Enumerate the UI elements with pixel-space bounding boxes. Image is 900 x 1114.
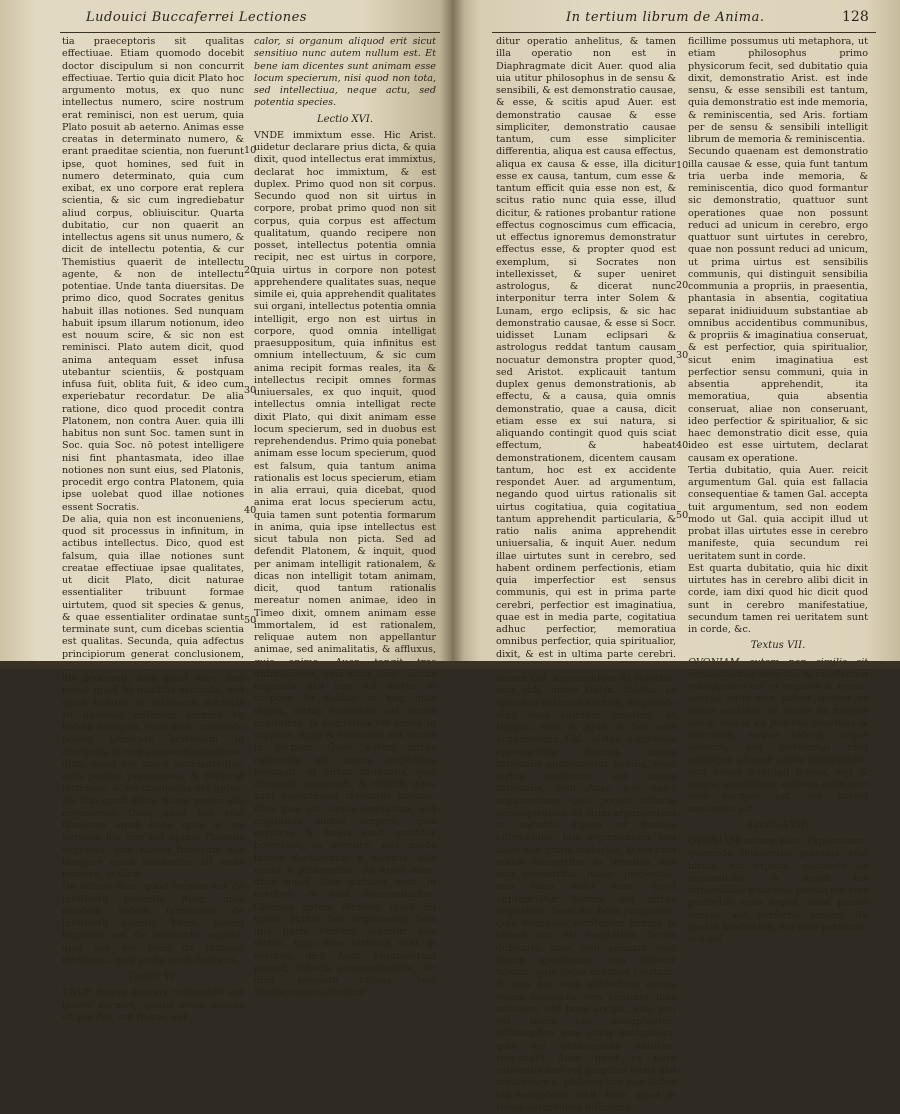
right-line-number: 20 (676, 280, 689, 291)
right-column-1 (496, 36, 676, 1113)
paragraph: De alia, quia non est inconueniens, quod sit processus in infinitum, in actibus intellectus. Dico, quod est falsum, quia illae notiones sunt creatae effectiuae ipsae qualitates, ut dicit Plato, dicit naturae essentialiter tribuunt formae uirtutem, quod sit species & genus, & quae essentialiter ordinatae sunt terminate sunt, cum dicebas scientia est qualitas. Secunda, quia adfectus principiorum generat conclusionem, illo processu, dico quod Auer. non negat quod fit qualitas secunda, sed quod habitus in intellectu doctoris sit qualitas, differens numero ab habitu discipuli, cum dicit, quomodo posset generare scientiam in discipulo, si non conuenit effectiuae, dico, quod est quasi accidentaliter, quia profert praemissas, & declarat terminos, & sic discipulus est aptus. De alio quod Plato fuerit motus illo argumento. Dico, quod hoc erat famosum apud Auer. quia in rei ueritate illa non est opinio Platonis expressa, erat tamen famosum suo tempore quod intellectus sit unus numero, ut dicit. (62, 513, 244, 880)
paragraph: impassibilitas sensitiui & intellectiui manifestum est ex organis & sensu, sensus enim non potest sentire ex ualde sensibili, ut sonus ex magnis sonis, neque ex fortibus odoribus & coloribus, neque uidere, neque odorare, sed intellectus cum intelligat aliquid ualde intelligibile, non minus intelligit infima, sed & magis, sensitiuum quidem enim non sine corpore est, hic autem separatus est. (688, 668, 868, 815)
paragraph: ficillime possumus uti metaphora, ut etiam philosophus primo physicorum fecit, sed dubitatio quia dixit, demonstratio Arist. est inde sensu, & esse sensibili est tantum, quia demonstratio est inde memoria, & reminiscentia, sed Aris. fortiam per de sensu & sensibili intelligit librum de memoria & reminiscentia. (688, 36, 868, 145)
section-heading: Textus VI. (127, 971, 179, 982)
paragraph: calor, si organum aliquod erit sicut sensitiuo nunc autem nullum est. Et bene iam dicentes sunt animam esse locum specierum, nisi quod non tota, sed intellectiua, neque actu, sed potentia species. (254, 36, 436, 109)
right-line-number: 10 (676, 160, 689, 171)
left-line-number: 30 (244, 385, 257, 396)
left-column-1 (62, 36, 244, 1023)
paragraph: De ultimo dico, quod locutus est de intellectu potentia Auer. quia nondum habuit fermonem de intellectu agente. Them. autem loquutus est de intellectu agente, quia per est ratio de utroque intellectu, quia ambo sunt abstracti. (62, 881, 244, 966)
right-line-number: 30 (676, 350, 689, 361)
paragraph: QVONIAM autem non. Exposuimus, quomodo intellectus potentia erat uirtus, hic exponit, quomodo sit impassibilis, & inquit est impassibilis quia eius passio est eius perfectio, quia inquit, sicut passio sensus, est perfectio sensus, ita passio intellectus, est eius perfectio, sed est (688, 836, 868, 945)
page-number: 128 (842, 9, 869, 25)
right-column-2 (688, 36, 868, 945)
paragraph: VNDE immixtum esse. Hic Arist. uidetur declarare prius dicta, & quia dixit, quod intellectus erat immixtus, declarat hoc immixtum, & est duplex. Primo quod non sit corpus. Secundo quod non sit uirtus in corpore, probat primo quod non sit corpus, quia corpus est affectum qualitatum, quando recipere non posset, intellectus potentia omnia recipit, nec est uirtus in corpore, quia uirtus in corpore non potest apprehendere qualitates suas, neque simile ei, quia apprehendit qualitates sui organi, intellectus potentia omnia intelligit, ergo non est uirtus in corpore, quod omnia intelligat praesuppositum, quia infinitus est omnium intellectuum, & sic cum anima recipit formas reales, ita & intellectus recipit omnes formas uniuersales, ex quo inquit, quod intellectus omnia intelligat recte dixit Plato, qui dixit animam esse locum specierum, sed in duobus est reprehendendus. Primo quia ponebat animam esse locum specierum, quod est falsum, quia tantum anima rationalis est locus specierum, etiam in alia erraui, quia dicebat, quod anima erat locus specierum actu, quia tamen sunt potentia formarum in anima, quia ipse intellectus est sicut tabula non picta. Sed ad defendit Platonem, & inquit, quod per animam intelligit rationalem, & dicas non intelligit totam animam, dicit, quod tantum rationalis mereatur nomen animae, ideo in Timeo dixit, omnem animam esse immortalem, id est rationalem, reliquae autem non appellantur animae, sed animalitatis, & affluxus, dubitationes, quia dixit Arist. uirtus organica nisi non est uirtus in corpore. Et dubitat in hoc, quia inquit, uirtus rationalis est uirtus cogitatiua, & cogitatiua est uirtus in corpore, ergo & rationalis est uirtus in corpore. Quod autem uirtus rationalis sit uirtus cogitatiua relinquit, ut uirtus rationalis, ipsa discurrit, componit, & diuidit, quae sunt operationes rationalis animae, ideo ipsa est uirtus cogitatiua, sed cogitatiua uirtus corpore, quia cerebro, & huius sunt quattuor potentiae, in cerebro, alio modo tamen declarantur a medicis, alio modo a philosophis, ita apud Auer. dixit quod illae uirtutes sunt in cerebro, & sunt concomitanter. Galenus antem dicebat, quod ibi erant. Primo hoc argumento, lasa una parte cerebri, laeditur una uirtus, ergo illae uirtutes sunt in cerebro, dicit Auer. argumentum peccat, fallacia concomitantiae, sic dixit secundo collige, laso Diaphragmate laeditur (254, 129, 436, 999)
paragraph: Est quarta dubitatio, quia hic dixit uirtutes has in cerebro alibi dicit in corde, iam dixi quod hic dicit quod sunt in cerebro manifestatiue, secundum tamen rei ueritatem sunt in corde, &c. (688, 562, 868, 635)
left-head-rule (60, 32, 440, 33)
right-line-number: 40 (676, 440, 689, 451)
left-line-number: 10 (244, 145, 257, 156)
paragraph: Secundo quaenam est demonstratio illa causae & esse, quia funt tantum tria uerba inde memoria, & reminiscentia, dico quod formantur sic demonstratio, quattuor sunt operationes quae non possunt reduci ad unicum in cerebro, ergo quattuor sunt uirtutes in cerebro, quae non possunt reduci ad unicum, ut prima uirtus est sensibilis communis, qui distinguit sensibilia communia a propriis, in praesentia, phantasia in absentia, cogitatiua separat inidiuiduum substantiae ab omnibus accidentibus communibus, & propriis & imaginatiua conseruat, & est perfectior, quia spiritualior, sicut enim imaginatiua est perfectior sensu communi, quia in absentia apprehendit, ita memoratiua, quia absentia conseruat, aliae non conseruant, ideo perfectior & spiritualior, & sic haec demonstratio dicit esse, quia ideo est esse uirtutem, declarat causam ex operatione. (688, 146, 868, 464)
paragraph: tia praeceptoris sit qualitas effectiuae. Etiam quomodo docebit doctor discipulum si non concurrit effectiuae. Tertio quia dicit Plato hoc argumento motus, ex quo nunc intellectus numero, scire nostrum erat reminisci, non est uerum, quia Plato posuit ab aeterno. Animas esse creatas in determinato numero, & erant praeditae scientia, non fuerunt ipse, quot homines, sed fuit in numero determinato, quia cum exibat, ex uno corpore erat replera scientia, & sic cum ingrediebatur aliud corpus, obliuiscitur. Quarta dubitatio, cur non quaerit an intellectus agens sit unus numero, & dicit de intellectu potentia, & cur Themistius quaerit de intellectu agente, & non de intellectu potentiae. Unde tanta diuersitas. De primo dico, quod Socrates genitus habuit illas notiones. Sed nunquam habuit ipsum illarum notionum, ideo est nouum scire, & sic non est reminisci. Plato autem dicit, quod anima antequam esset infusa utebantur scientiis, & postquam infusa fuit, oblita fuit, & ideo cum experiebatur recordatur. De alia ratione, dico quod procedit contra Platonem, non contra Auer. quia illi habitus non sunt Soc. tamen sunt in Soc. quia Soc. nō potest intelligere nisi fint phantasmata, ideo illae notiones non sunt eius, sed Platonis, procedit ergo contra Platonem, quia ipse uolebat quod illae notiones essent Socratis. (62, 36, 244, 513)
left-page (0, 0, 452, 1023)
left-running-head: Ludouici Buccaferrei Lectiones (86, 10, 307, 25)
left-column-2 (254, 36, 436, 999)
gutter-shadow (440, 0, 464, 669)
paragraph: Tertia dubitatio, quia Auer. reicit argumentum Gal. quia est fallacia consequentiae & tamen Gal. accepta tuit argumentum, sed non eodem modo ut Gal. quia accipit illud ut probat illas uirtutes esse in cerebro manifeste, quia secundum rei ueritatem sunt in corde. (688, 464, 868, 562)
section-heading: Lectio XVII. (748, 819, 808, 831)
section-heading: Textus VII. (750, 640, 806, 652)
paragraph: VNDE neque misceri rationabile est ipsum corpori, qualis enim aliquis utique fiet, aut frigus, aut (62, 987, 244, 1023)
left-line-number: 20 (244, 265, 257, 276)
paragraph: ditur operatio anhelitus, & tamen illa operatio non est in Diaphragmate dicit Auer. quod alia uia utitur philosophus in de sensu & sensibili, & est demonstratio causae, & esse, & scitis apud Auer. est demonstratio causae & esse simpliciter, demonstratio causae tantum, cum esse simpliciter differentia, aliqua est causa effectus, aliqua ex causa & esse, illa dicitur esse ex causa, tantum, cum esse & tantum efficit quia esse non est, & scitus ratio nunc quia esse, illud dicitur, & rationes probantur ratione effectus cognoscimus cum efficacia, ut effectus ignoremus demonstratur effectus esse, & propter quod est exemplum, si Socrates non intellexisset, & super ueniret astrologus, & dicerat nunc interponitur terra inter Solem & Lunam, ergo eclipsis, & sic hac demonstratio causae, & esse si Socr. uidisset Lunam eclipsari & astrologus reddat tantum causam nocuatur demonstra propter quod, sed Aristot. explicauit tantum duplex genus demonstrationis, ab effectu, & a causa, quia omnis demonstratio, quae a causa, dicit etiam esse ex sui natura, si aliquando contingit quod quis sciat effectum, & habeat demonstrationem, dicentem causam tantum, hoc est ex accidente respondet Auer. ad argumentum, negando quod uirtus rationalis sit uirtus cogitatiua, quia cogitatiua tantum apprehendit particularia, & ratio nalis anima apprehendit uniuersalia, & inquit Auer. nedum illae uirtutes sunt in cerebro, sed habent ordinem perfectionis, etiam quia imperfectior est sensus communis, qui est in prima parte cerebri, perfectior est imaginatiua, quae est in media parte, cogitatiua adhuc perfectior, memoratiua omnibus perfectior, quia spiritualior, dixit, & est in ultima parte cerebri. tamen Gal. argumentum de refectio, non uidi, immo Galen. fatetur se ignorare naturam animae, aliquando dixit esse calorem innatum, ut Hippoc. dixit 6. Epid. & hoc erat argumentum Gal. uirtus cogitatiua appropriatur homini, uirtus rationalis appropriatur homini, ergo uirtus cogitatiua est uirtus rationalis, dicit Auer. non ualet argumentum, quia peccat fallacia consequentiae, ut enim argumentum in secunda figura ex duabus affirmatiuis, tale argumentum non ualet nisi gratia materiae, & est cum maior conuertitur in terminis, aut non conuertitur maior propositio, non enim ualet esse, quod appropriatur homini, est uirtus cogitatiua, haec est falsa propositio, quia rationalis attribuitur homini & tamen non est cogitatiua. Tertia dubitatio, quia dicit animam esse locum specierum, non uidetur falsum, quia locus continet locatum, & non est eius subiectum anima etiam rationalis non continet illas notiones, sed bene accipit, ideo non est locus nisi metaphorice, philosophus non utitur metaphora, quia est philosophus naturae, respondet Auer. quod re uera rationalis non est proprius locus nisi metaphorice, philosophus non debet uti metaphora dicit Auer. quod in rebus naturalibus difficilius (496, 36, 676, 1113)
right-head-rule (492, 32, 876, 33)
page-edge (0, 661, 900, 669)
right-line-number: 50 (676, 510, 689, 521)
right-page (452, 0, 900, 1113)
right-running-head: In tertium librum de Anima. (566, 10, 765, 25)
section-heading: Lectio XVI. (316, 113, 374, 125)
left-line-number: 50 (244, 615, 257, 626)
left-line-number: 40 (244, 505, 257, 516)
